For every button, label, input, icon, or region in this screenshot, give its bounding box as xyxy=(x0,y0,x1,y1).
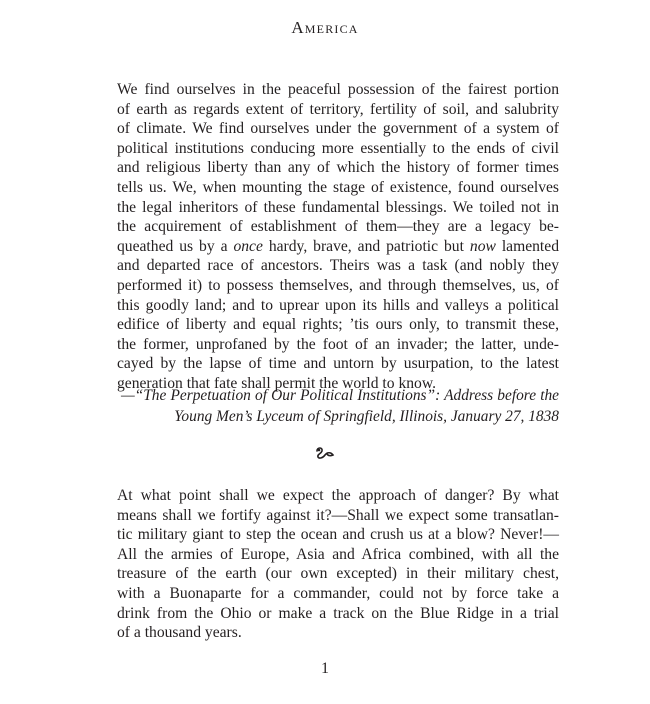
page-title: America xyxy=(291,18,359,37)
text-line: the acquirement of establishment of them—they are a legacy be- xyxy=(117,218,559,236)
text-line: generation that fate shall permit the world to know. xyxy=(117,374,437,392)
text-line: drink from the Ohio or make a track on the Blue Ridge in a trial xyxy=(117,604,559,622)
citation-line-1: —“The Perpetuation of Our Political Institutions”: Address before the xyxy=(121,387,559,404)
text-line: treasure of the earth (our own excepted) in their military chest, xyxy=(117,565,559,583)
text-line: this goodly land; and to uprear upon its hills and valleys a political xyxy=(117,296,559,314)
text-line: of a thousand years. xyxy=(117,624,242,642)
section-divider xyxy=(0,446,650,465)
text-line: At what point shall we expect the approach of danger? By what xyxy=(117,487,559,504)
emphasis-now: now xyxy=(469,237,496,255)
citation xyxy=(117,385,559,427)
text-segment: lamented xyxy=(495,237,559,255)
text-line: tells us. We, when mounting the stage of existence, found ourselves xyxy=(117,178,559,196)
page-number: 1 xyxy=(321,660,329,677)
text-line: and departed race of ancestors. Theirs was a task (and nobly they xyxy=(117,257,559,275)
excerpt-1-paragraph xyxy=(117,80,559,394)
emphasis-once: once xyxy=(233,237,263,255)
text-line: We find ourselves in the peaceful possession of the fairest portion xyxy=(117,81,559,98)
text-line: means shall we fortify against it?—Shall we expect some transatlan- xyxy=(117,506,559,524)
text-line: the former, unprofaned by the foot of an invader; the latter, unde- xyxy=(117,335,559,353)
excerpt-2-paragraph xyxy=(117,486,559,643)
text-line: edifice of liberty and equal rights; ’tis ours only, to transmit these, xyxy=(117,316,559,334)
text-line: with a Buonaparte for a commander, could not by force take a xyxy=(117,584,559,602)
text-line-with-emphasis xyxy=(117,237,559,257)
text-line: political institutions conducing more essentially to the ends of civil xyxy=(117,139,559,157)
text-line: All the armies of Europe, Asia and Africa combined, with all the xyxy=(117,545,559,563)
fleuron-ornament-icon xyxy=(314,446,336,460)
text-line: of earth as regards extent of territory, fertility of soil, and salubrity xyxy=(117,100,559,118)
text-line: and religious liberty than any of which the history of former times xyxy=(117,159,559,177)
text-segment: hardy, brave, and patriotic but xyxy=(262,237,470,255)
text-line: of climate. We find ourselves under the government of a system of xyxy=(117,120,559,138)
text-line: the legal inheritors of these fundamental blessings. We toiled not in xyxy=(117,198,559,216)
text-line: cayed by the lapse of time and untorn by usurpation, to the latest xyxy=(117,355,559,373)
text-line: performed it) to possess themselves, and through themselves, us, of xyxy=(117,276,559,294)
citation-line-2: Young Men’s Lyceum of Springfield, Illinois, January 27, 1838 xyxy=(174,408,559,425)
text-segment: queathed us by a xyxy=(117,237,234,255)
text-line: tic military giant to step the ocean and crush us at a blow? Never!— xyxy=(117,526,559,544)
